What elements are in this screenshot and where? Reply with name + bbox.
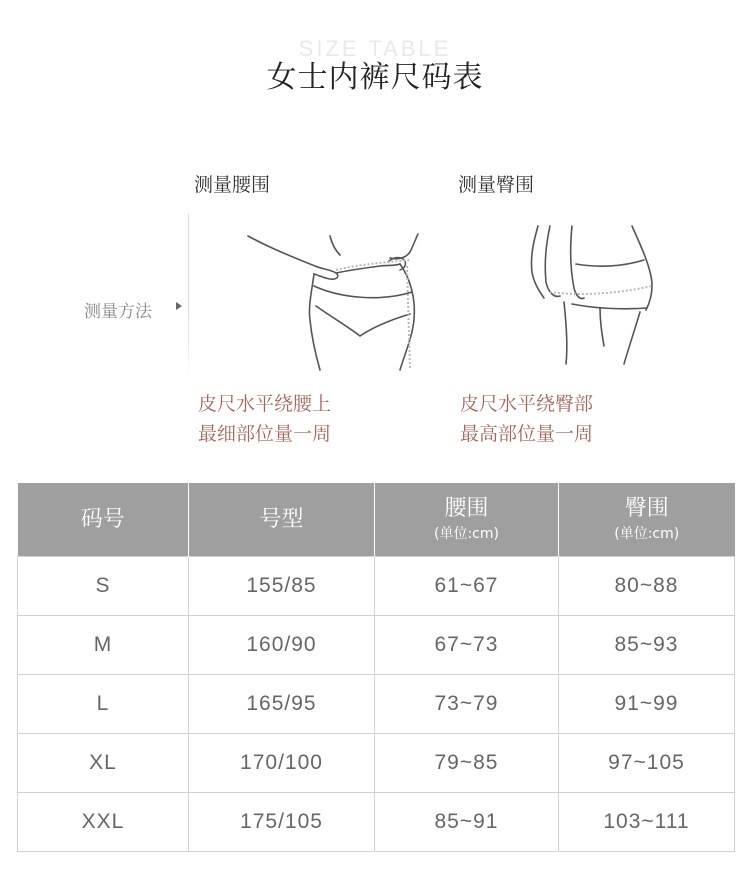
- hip-cell: 91~99: [559, 675, 735, 734]
- header-size-code: [18, 483, 189, 557]
- size-code-cell: M: [18, 616, 189, 675]
- model-cell: 175/105: [189, 793, 375, 852]
- arrow-right-icon: [176, 302, 182, 310]
- header-unit: (单位:cm): [614, 525, 680, 542]
- model-cell: 165/95: [189, 675, 375, 734]
- hip-cell: 97~105: [559, 734, 735, 793]
- table-row: [18, 734, 735, 793]
- hip-measure-illustration: [520, 222, 660, 367]
- model-cell: 170/100: [189, 734, 375, 793]
- waist-caption-line-1: 皮尺水平绕腰上: [198, 393, 332, 415]
- page-title: 女士内裤尺码表: [266, 60, 484, 95]
- waist-measure-illustration: [240, 228, 440, 373]
- size-table-watermark: SIZE TABLE: [298, 36, 452, 61]
- model-cell: 155/85: [189, 557, 375, 616]
- table-row: [18, 557, 735, 616]
- divider-line: [188, 214, 189, 382]
- waist-cell: 73~79: [375, 675, 559, 734]
- size-code-cell: XL: [18, 734, 189, 793]
- hip-cell: 85~93: [559, 616, 735, 675]
- hip-caption: [460, 389, 593, 449]
- hip-heading: 测量臀围: [458, 174, 535, 196]
- waist-heading: 测量腰围: [194, 174, 271, 196]
- header-label: 臀围: [624, 495, 669, 521]
- header-model: [189, 483, 375, 557]
- waist-caption-line-2: 最细部位量一周: [198, 423, 332, 445]
- header-label: 号型: [259, 506, 304, 532]
- waist-cell: 61~67: [375, 557, 559, 616]
- size-code-cell: L: [18, 675, 189, 734]
- hip-cell: 80~88: [559, 557, 735, 616]
- size-code-cell: XXL: [18, 793, 189, 852]
- waist-caption: [198, 389, 331, 449]
- waist-cell: 79~85: [375, 734, 559, 793]
- table-row: [18, 675, 735, 734]
- header-hip: [559, 483, 735, 557]
- header-waist: [375, 483, 559, 557]
- header-label: 腰围: [444, 495, 489, 521]
- header-label: 码号: [80, 506, 125, 532]
- measure-method-label: 测量方法: [84, 302, 152, 322]
- header-unit: (单位:cm): [434, 525, 499, 542]
- table-header-row: [18, 483, 735, 557]
- model-cell: 160/90: [189, 616, 375, 675]
- hip-caption-line-2: 最高部位量一周: [460, 423, 594, 445]
- table-row: [18, 616, 735, 675]
- size-code-cell: S: [18, 557, 189, 616]
- waist-cell: 85~91: [375, 793, 559, 852]
- table-row: [18, 793, 735, 852]
- hip-caption-line-1: 皮尺水平绕臀部: [460, 393, 594, 415]
- size-table: [17, 483, 735, 852]
- hip-cell: 103~111: [559, 793, 735, 852]
- waist-cell: 67~73: [375, 616, 559, 675]
